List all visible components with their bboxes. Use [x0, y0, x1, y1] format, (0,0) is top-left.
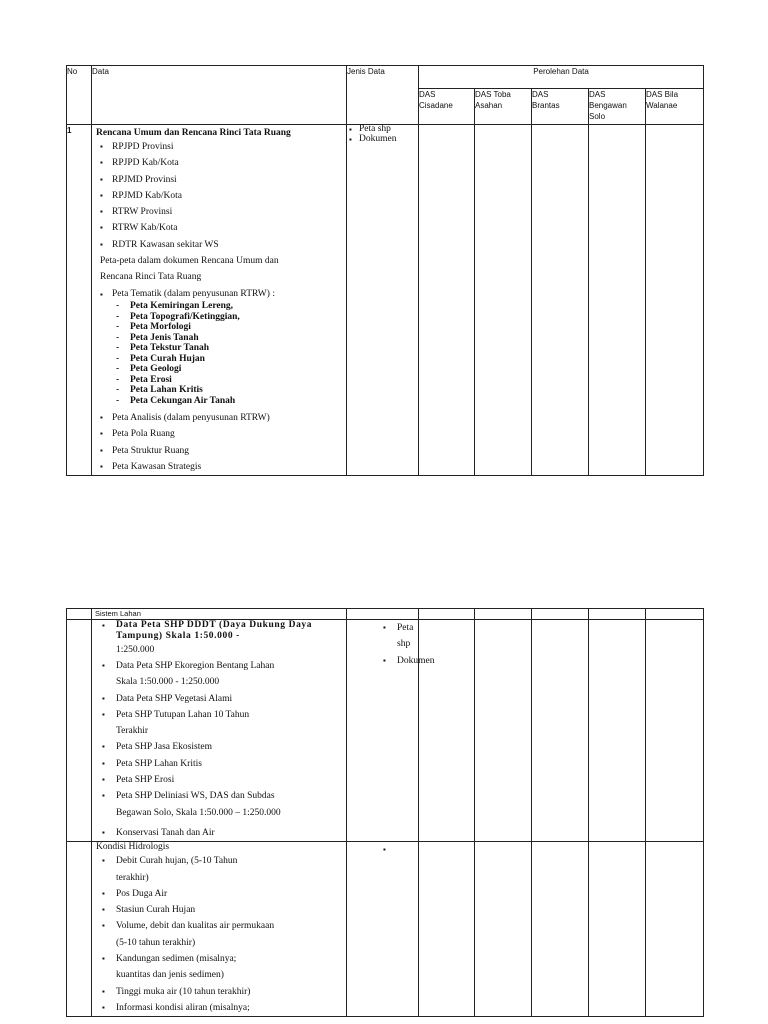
header-data: Data	[92, 66, 347, 125]
list-item: ▪ Peta SHP Lahan Kritis	[66, 756, 320, 772]
section-title: Rencana Umum dan Rencana Rinci Tata Ruang	[96, 128, 291, 138]
list-item: ▪ Kandungan sedimen (misalnya; kuantitas dan jenis sedimen)	[66, 951, 320, 984]
header-jenis-data: Jenis Data	[347, 66, 419, 125]
perolehan-cell	[475, 620, 532, 842]
list-item: - Peta Erosi	[66, 375, 320, 386]
sistem-lahan-list	[66, 620, 320, 841]
row-number	[67, 609, 92, 620]
list-item: - Peta Lahan Kritis	[66, 385, 320, 396]
list-item: ▪ Volume, debit dan kualitas air permukaan (5-10 tahun terakhir)	[66, 918, 320, 951]
list-item: ▪ RPJMD Kab/Kota	[66, 188, 320, 204]
perolehan-cell	[532, 609, 589, 620]
list-item: ▪ RDTR Kawasan sekitar WS	[66, 237, 320, 253]
list-item: ▪ Peta SHP Jasa Ekosistem	[66, 739, 320, 755]
list-item: - Peta Cekungan Air Tanah	[66, 396, 320, 407]
header-das-bila-walanae: DAS Bila Walanae	[646, 89, 704, 125]
list-item: ▪ Peta Kawasan Strategis	[66, 459, 320, 475]
data-table-2	[66, 608, 704, 1017]
list-item: - Peta Topografi/Ketinggian,	[66, 312, 320, 323]
perolehan-cell	[532, 620, 589, 842]
list-item: ▪ Peta SHP Erosi	[66, 772, 320, 788]
header-das-brantas: DAS Brantas	[532, 89, 589, 125]
list-item: ▪ Pos Duga Air	[66, 886, 320, 902]
header-no: No	[67, 66, 92, 125]
perolehan-cell	[475, 609, 532, 620]
jenis-data-cell	[347, 125, 419, 476]
rencana-list	[66, 139, 320, 253]
header-das-toba-asahan: DAS Toba Asahan	[475, 89, 532, 125]
perolehan-cell	[589, 609, 646, 620]
peta-paragraph-line: Peta-peta dalam dokumen Rencana Umum dan	[100, 256, 279, 267]
tematik-list	[66, 288, 320, 301]
list-item: - Peta Tekstur Tanah	[66, 343, 320, 354]
perolehan-cell	[532, 842, 589, 1017]
perolehan-cell	[646, 620, 704, 842]
hidrologis-list	[66, 853, 320, 1016]
perolehan-cell	[589, 125, 646, 476]
jenis-data-cell	[347, 609, 419, 620]
header-das-bengawan-solo: DAS Bengawan Solo	[589, 89, 646, 125]
data-table-1	[66, 65, 704, 476]
list-item: - Peta Jenis Tanah	[66, 333, 320, 344]
peta-paragraph-line: Rencana Rinci Tata Ruang	[100, 272, 202, 283]
tematik-sublist	[66, 301, 320, 406]
list-item: - Peta Geologi	[66, 364, 320, 375]
perolehan-cell	[646, 609, 704, 620]
perolehan-cell	[419, 125, 475, 476]
list-item: ▪ Data Peta SHP Vegetasi Alami	[66, 691, 320, 707]
list-item: - Peta Kemiringan Lereng,	[66, 301, 320, 312]
list-item: ▪ Dokumen	[347, 653, 418, 669]
list-item: ▪ RPJPD Kab/Kota	[66, 155, 320, 171]
list-item: ▪ Peta Pola Ruang	[66, 426, 320, 442]
list-item: ▪ Debit Curah hujan, (5-10 Tahun terakhir)	[66, 853, 320, 886]
perolehan-cell	[475, 842, 532, 1017]
list-item: ▪ Peta shp	[347, 620, 418, 653]
list-item: ▪ RTRW Kab/Kota	[66, 220, 320, 236]
list-item: - Peta Morfologi	[66, 322, 320, 333]
list-item: ▪ Peta Analisis (dalam penyusunan RTRW)	[66, 410, 320, 426]
list-item: ▪ Tinggi muka air (10 tahun terakhir)	[66, 984, 320, 1000]
list-item: ▪ Peta SHP Tutupan Lahan 10 Tahun Terakhir	[66, 707, 320, 740]
row-data-cell	[66, 620, 321, 842]
section-title-sistem-lahan: Sistem Lahan	[92, 609, 347, 620]
row-number: 1	[67, 125, 92, 476]
perolehan-cell	[646, 125, 704, 476]
list-item: ▪ Peta shp	[347, 125, 418, 135]
list-item: ▪ RPJPD Provinsi	[66, 139, 320, 155]
list-item: ▪ Peta Tematik (dalam penyusunan RTRW) :	[66, 288, 320, 301]
list-item: ▪ Peta SHP Deliniasi WS, DAS dan Subdas Begawan Solo, Skala 1:50.000 – 1:250.000	[66, 788, 320, 821]
list-item: ▪ Konservasi Tanah dan Air	[66, 825, 320, 841]
list-item: - Peta Curah Hujan	[66, 354, 320, 365]
perolehan-cell	[589, 620, 646, 842]
list-item: ▪ RTRW Provinsi	[66, 204, 320, 220]
list-item: ▪ Stasiun Curah Hujan	[66, 902, 320, 918]
header-perolehan-data: Perolehan Data	[419, 66, 704, 89]
perolehan-cell	[419, 842, 475, 1017]
row-data-cell	[66, 125, 321, 476]
row-data-cell	[66, 842, 321, 1017]
list-item: ▪ Dokumen	[347, 135, 418, 145]
perolehan-cell	[646, 842, 704, 1017]
list-item: ▪ Data Peta SHP Ekoregion Bentang Lahan Skala 1:50.000 - 1:250.000	[66, 658, 320, 691]
perolehan-cell	[532, 125, 589, 476]
jenis-data-cell	[347, 842, 419, 1017]
analisis-list	[66, 410, 320, 475]
list-item: ▪ Data Peta SHP DDDT (Daya Dukung Daya Tampung) Skala 1:50.000 - 1:250.000	[66, 620, 320, 658]
header-das-cisadane: DAS Cisadane	[419, 89, 475, 125]
section-title-kondisi-hidrologis: Kondisi Hidrologis	[96, 842, 170, 853]
jenis-data-cell	[347, 620, 435, 842]
perolehan-cell	[419, 609, 475, 620]
perolehan-cell	[589, 842, 646, 1017]
perolehan-cell	[475, 125, 532, 476]
list-item: ▪ Peta Struktur Ruang	[66, 443, 320, 459]
list-item	[347, 842, 418, 858]
list-item: ▪ Informasi kondisi aliran (misalnya;	[66, 1000, 320, 1016]
list-item: ▪ RPJMD Provinsi	[66, 172, 320, 188]
